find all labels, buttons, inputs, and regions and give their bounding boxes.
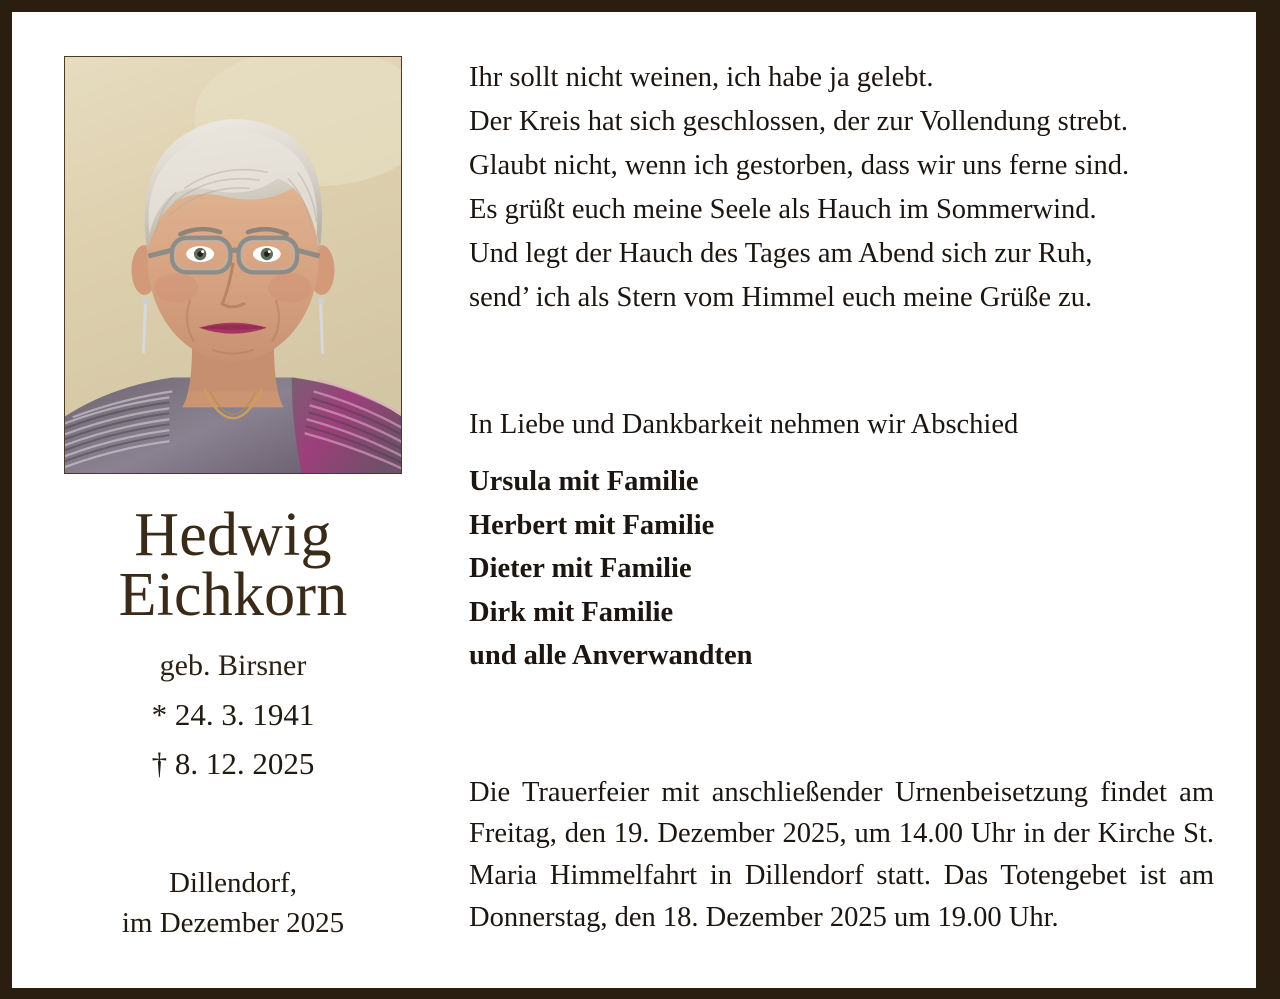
deceased-last-name: Eichkorn	[118, 560, 348, 629]
mourner-item: und alle Anverwandten	[469, 640, 753, 672]
birth-date: * 24. 3. 1941	[151, 697, 315, 733]
mourner-item: Ursula mit Familie	[469, 466, 699, 498]
farewell-intro: In Liebe und Dankbarkeit nehmen wir Abschied	[469, 409, 1019, 441]
portrait-photo	[64, 56, 402, 474]
left-column	[12, 12, 412, 988]
right-column	[412, 12, 1256, 988]
place-date: im Dezember 2025	[121, 906, 345, 939]
poem-line: Es grüßt euch meine Seele als Hauch im Sommerwind.	[469, 194, 1097, 226]
mourner-item: Dieter mit Familie	[469, 553, 692, 585]
notice-inner-area	[12, 12, 1256, 988]
poem-line: Glaubt nicht, wenn ich gestorben, dass wir uns ferne sind.	[469, 150, 1130, 182]
poem-line: Und legt der Hauch des Tages am Abend sich zur Ruh,	[469, 238, 1093, 270]
deceased-name-block	[64, 501, 402, 785]
mourner-item: Herbert mit Familie	[469, 509, 715, 541]
portrait-illustration	[65, 57, 401, 473]
funeral-service-details: Die Trauerfeier mit anschließender Urnenbeisetzung findet am Freitag, den 19. Dezember 2025, um 14.00 Uhr in der Kirche St. Maria Himmelfahrt in Dillendorf statt. Das Totengebet ist am Donnerstag, den 18. Dezember 2025 um 19.00 Uhr.	[469, 776, 1214, 934]
place-and-date-block	[64, 863, 402, 943]
deceased-first-name: Hedwig	[134, 501, 332, 569]
place-location: Dillendorf,	[168, 866, 298, 899]
mourners-list	[469, 460, 1234, 677]
memorial-poem	[469, 56, 1234, 320]
poem-line: Ihr sollt nicht weinen, ich habe ja gelebt.	[469, 62, 934, 93]
death-date: † 8. 12. 2025	[151, 745, 315, 781]
deceased-maiden-name: geb. Birsner	[159, 649, 307, 683]
poem-line: Der Kreis hat sich geschlossen, der zur Vollendung strebt.	[469, 106, 1129, 138]
poem-line: send’ ich als Stern vom Himmel euch meine Grüße zu.	[469, 282, 1093, 314]
mourner-item: Dirk mit Familie	[469, 596, 674, 628]
